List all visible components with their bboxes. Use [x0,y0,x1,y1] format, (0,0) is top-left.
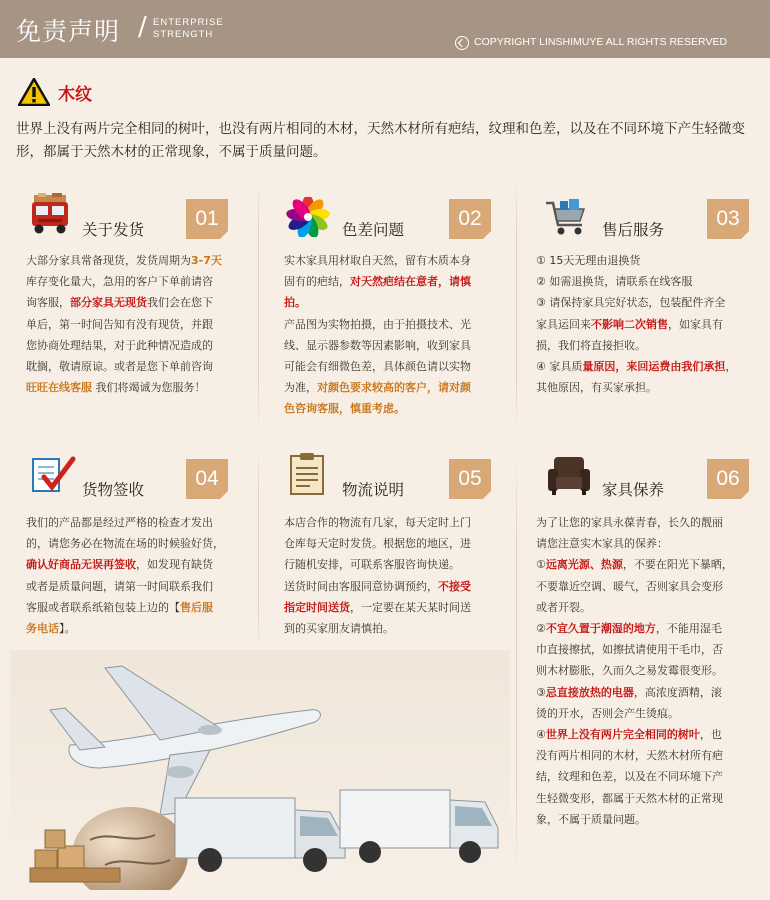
body-line: 我们的产品都是经过严格的检查才发出 [26,516,213,529]
subtitle-line-1: ENTERPRISE [153,17,224,28]
body-line: 可能会有细微色差，具体颜色请以实物 [284,360,471,374]
checklist-icon [30,455,76,497]
section-number: 01 [186,199,228,239]
section-number: 06 [707,459,749,499]
section-number: 02 [449,199,491,239]
section-body [284,250,509,420]
body-line: 单后，第一时间告知有没有现货，并跟 [26,317,213,331]
body-line: 旺旺在线客服 我们将竭诚为您服务！ [26,381,206,395]
section-body [284,512,509,639]
document-icon [288,452,328,498]
body-line: 指定时间送货，一定要在某天某时间送 [284,600,471,614]
subtitle-line-2: STRENGTH [153,29,214,40]
copyright-text: COPYRIGHT LINSHIMUYE ALL RIGHTS RESERVED [474,36,728,48]
section-number: 03 [707,199,749,239]
body-line: 务电话】。 [26,622,76,636]
body-line: ③忌直接放热的电器，高浓度酒精，滚 [536,685,722,699]
body-line: 实木家具用材取自天然，留有木质本身 [284,254,471,267]
section-title: 货物签收 [82,481,145,499]
section-body [536,250,762,398]
page-title: 免责声明 [16,17,121,46]
body-line: ④ 家具质量原因，来回运费由我们承担， [536,360,737,374]
body-line: 请您注意实木家具的保养： [536,537,668,551]
body-line: 为准，对颜色要求较高的客户，请对颜 [284,381,471,395]
shopping-cart-icon [544,197,588,237]
body-line: ①远离光源、热源，不要在阳光下暴晒， [536,558,733,572]
body-line: 家具运回来不影响二次销售，如家具有 [536,317,723,331]
column-divider [258,178,259,433]
section-title: 色差问题 [342,221,405,239]
subtitle-en [153,17,224,41]
column-divider [516,178,517,433]
body-line: 结，纹理和色差，以及在不同环境下产 [536,770,723,784]
body-line: 产品图为实物拍摄，由于拍摄技术、光 [284,317,471,331]
body-line: 客服或者联系纸箱包装上边的【售后服 [26,600,213,614]
back-arrow-icon [455,36,469,50]
body-line: 象，不属于质量问题。 [536,812,646,826]
body-line: 生轻微变形，都属于天然木材的正常现 [536,791,723,805]
body-line: 烫的开水，否则会产生烫痕。 [536,706,679,720]
logistics-illustration [10,650,510,890]
body-line: 色咨询客服，慎重考虑。 [284,402,405,416]
body-line: 或者开裂。 [536,600,591,614]
body-line: 或者是质量问题，请第一时间联系我们 [26,579,213,593]
warning-icon [18,78,50,106]
body-line: 为了让您的家具永葆青春，长久的靓丽 [536,516,723,529]
section-number: 05 [449,459,491,499]
title-slash: / [138,12,147,42]
body-line: 耽搁，敬请原谅。或者是您下单前咨询 [26,360,213,374]
section-title: 家具保养 [602,481,665,499]
body-line: ②不宜久置于潮湿的地方，不能用湿毛 [536,622,722,636]
wood-grain-intro: 世界上没有两片完全相同的树叶，也没有两片相同的木材，天然木材所有疤结，纹理和色差，以及在不同环境下产生轻微变形，都属于天然木材的正常现象，不属于质量问题。 [16,121,745,160]
body-line: 其他原因，有买家承担。 [536,381,657,395]
wood-grain-title: 木纹 [58,85,92,105]
body-line: 线、显示器参数等因素影响，收到家具 [284,338,471,352]
color-wheel-icon [286,197,330,237]
body-line: 损，我们将直接拒收。 [536,338,646,352]
body-line: ③ 请保持家具完好状态，包装配件齐全 [536,296,726,310]
body-line: ② 如需退换货，请联系在线客服 [536,275,693,289]
body-line: 拍。 [284,296,306,310]
body-line: 没有两片相同的木材，天然木材所有疤 [536,749,723,763]
body-line: 询客服，部分家具无现货我们会在您下 [26,296,213,310]
header-bar [0,0,770,58]
section-body [26,512,251,639]
body-line: ① 15天无理由退换货 [536,254,641,267]
body-line: 送货时间由客服同意协调预约，不接受 [284,579,471,593]
body-line: 则木材膨胀，久而久之易发霉很变形。 [536,664,723,678]
body-line: 确认好商品无误再签收，如发现有缺货 [26,558,213,572]
column-divider [516,450,517,880]
body-line: 的，请您务必在物流在场的时候验好货， [26,537,224,551]
body-line: 不要靠近空调、暖气，否则家具会变形 [536,579,723,593]
body-line: 本店合作的物流有几家，每天定时上门 [284,516,471,529]
section-number: 04 [186,459,228,499]
delivery-truck-icon [28,193,72,235]
section-body [26,250,251,398]
body-line: 您协商处理结果，对于此种情况造成的 [26,338,213,352]
body-line: 库存变化量大，急用的客户下单前请咨 [26,275,213,289]
body-line: 行随机安排，可联系客服咨询快递。 [284,558,460,572]
section-body [536,512,764,830]
section-title: 物流说明 [342,481,405,499]
section-title: 售后服务 [602,221,665,239]
body-line: 仓库每天定时发货。根据您的地区，进 [284,537,471,551]
body-line: 到的买家朋友请慎拍。 [284,622,394,636]
armchair-icon [546,455,592,497]
column-divider [258,450,259,650]
section-title: 关于发货 [82,221,145,239]
body-line: 大部分家具常备现货，发货周期为3-7天 [26,254,222,267]
body-line: 巾直接擦拭，如擦拭请使用干毛巾，否 [536,643,723,657]
body-line: 固有的疤结，对天然疤结在意者，请慎 [284,275,471,289]
body-line: ④世界上没有两片完全相同的树叶，也 [536,728,722,742]
